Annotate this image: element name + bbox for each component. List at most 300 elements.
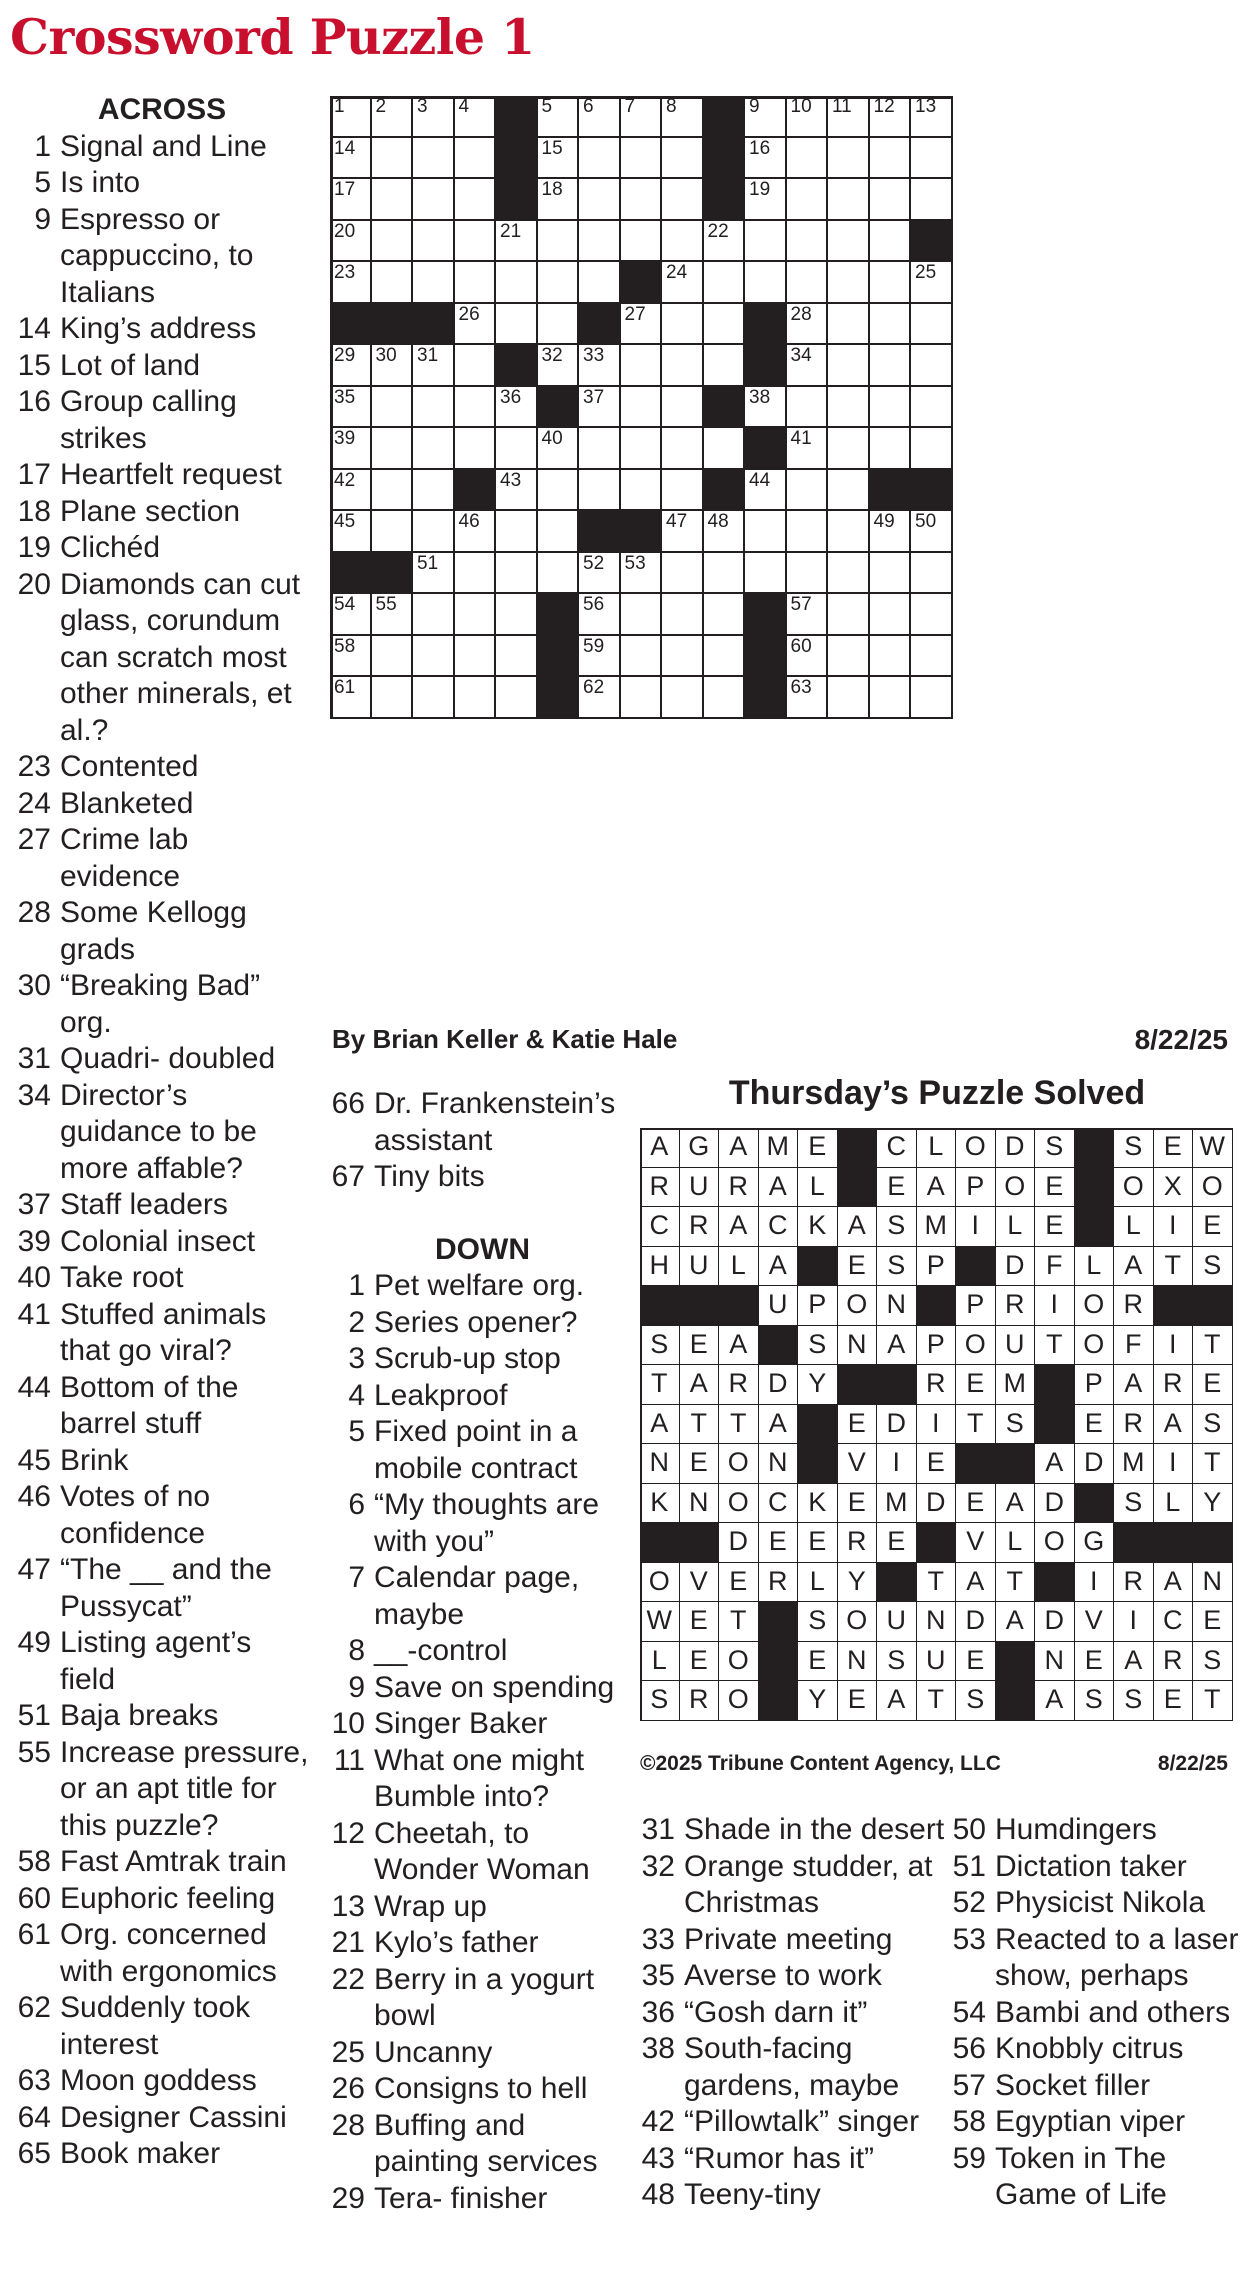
clue-text: Designer Cassini	[60, 2100, 287, 2134]
grid-cell	[911, 304, 953, 346]
clue-text: Berry in a yogurt bowl	[374, 1962, 595, 2032]
solution-letter: O	[838, 1286, 878, 1326]
grid-cell	[455, 387, 497, 429]
down-clue-list-continued	[640, 1812, 945, 2214]
solution-letter: A	[917, 1168, 957, 1208]
black-square	[911, 470, 953, 512]
grid-cell	[330, 179, 372, 221]
solution-letter: E	[1193, 1365, 1233, 1405]
cell-number: 25	[915, 262, 937, 283]
clue-text: Stuffed animals that go viral?	[60, 1297, 267, 1367]
solution-letter: T	[1193, 1444, 1233, 1484]
solution-letter: A	[719, 1128, 759, 1168]
grid-cell	[870, 221, 912, 263]
grid-cell	[413, 345, 455, 387]
solution-letter: P	[956, 1168, 996, 1208]
solution-letter: S	[1193, 1405, 1233, 1445]
black-square	[496, 345, 538, 387]
solution-letter: S	[877, 1207, 917, 1247]
solution-letter: U	[759, 1286, 799, 1326]
solution-letter: D	[877, 1405, 917, 1445]
across-clue-16	[14, 384, 310, 457]
cell-number: 23	[334, 262, 356, 283]
clue-text: Kylo’s father	[374, 1926, 539, 1959]
clue-text: Fast Amtrak train	[60, 1845, 287, 1878]
clue-number: 13	[331, 1889, 365, 1923]
grid-cell	[621, 345, 663, 387]
grid-cell	[579, 345, 621, 387]
solution-letter: A	[1154, 1563, 1194, 1603]
solution-date: 8/22/25	[1157, 1752, 1228, 1775]
grid-cell	[662, 221, 704, 263]
clue-number: 1	[34, 129, 51, 163]
clue-number: 47	[17, 1553, 51, 1586]
solution-letter: O	[1075, 1286, 1115, 1326]
solution-letter: S	[640, 1326, 680, 1366]
black-square	[579, 511, 621, 553]
solution-letter: I	[917, 1405, 957, 1445]
solution-black-square	[996, 1444, 1036, 1484]
grid-cell	[413, 221, 455, 263]
solution-letter: I	[1035, 1286, 1075, 1326]
clue-text: Private meeting	[684, 1922, 893, 1956]
black-square	[870, 470, 912, 512]
across-clues	[14, 92, 310, 2173]
across-clue-67	[330, 1159, 635, 1196]
clue-text: Lot of land	[60, 348, 201, 382]
grid-cell	[662, 511, 704, 553]
black-square	[496, 96, 538, 138]
clue-text: Uncanny	[374, 2035, 493, 2069]
solution-black-square	[1114, 1523, 1154, 1563]
grid-cell	[745, 96, 787, 138]
solution-letter: A	[759, 1168, 799, 1208]
across-clue-28	[14, 895, 310, 968]
clue-number: 31	[641, 1813, 675, 1846]
clue-number: 40	[17, 1261, 51, 1294]
down-clue-3	[330, 1341, 635, 1378]
grid-cell	[911, 636, 953, 678]
clue-text: Contented	[60, 750, 199, 783]
solution-letter: A	[1114, 1247, 1154, 1287]
solution-black-square	[1035, 1405, 1075, 1445]
cell-number: 46	[458, 511, 480, 532]
grid-cell	[704, 304, 746, 346]
across-heading: ACROSS	[97, 93, 227, 126]
solution-letter: L	[1154, 1484, 1194, 1524]
across-clue-40	[14, 1260, 310, 1297]
solution-letter: S	[1193, 1642, 1233, 1682]
grid-cell	[372, 262, 414, 304]
grid-cell	[662, 345, 704, 387]
grid-cell	[579, 470, 621, 512]
grid-cell	[455, 304, 497, 346]
solution-letter: T	[917, 1681, 957, 1721]
solution-letter: A	[640, 1405, 680, 1445]
clue-number: 62	[17, 1991, 51, 2024]
grid-cell	[372, 138, 414, 180]
grid-cell	[828, 677, 870, 719]
down-clue-26	[330, 2071, 635, 2108]
grid-cell	[911, 262, 953, 304]
down-clue-56	[949, 2031, 1249, 2068]
grid-cell	[870, 511, 912, 553]
solution-letter: S	[1075, 1681, 1115, 1721]
solution-letter: T	[1035, 1326, 1075, 1366]
down-clue-31	[640, 1812, 945, 1849]
clue-text: South-facing gardens, maybe	[684, 2032, 900, 2102]
grid-cell	[911, 387, 953, 429]
clue-text: Plane section	[60, 494, 241, 528]
clue-text: Some Kellogg grads	[60, 896, 247, 966]
solution-letter: N	[1035, 1642, 1075, 1682]
grid-cell	[330, 345, 372, 387]
clue-number: 64	[17, 2100, 51, 2134]
grid-cell	[413, 428, 455, 470]
solution-black-square	[640, 1286, 680, 1326]
grid-cell	[455, 345, 497, 387]
solution-letter: L	[917, 1128, 957, 1168]
grid-cell	[828, 221, 870, 263]
solution-letter: O	[640, 1563, 680, 1603]
cell-number: 53	[624, 552, 646, 574]
down-clue-43	[640, 2141, 945, 2178]
cell-number: 44	[749, 469, 771, 491]
solution-black-square	[1154, 1523, 1194, 1563]
solution-letter: E	[680, 1642, 720, 1682]
across-clue-45	[14, 1443, 310, 1480]
grid-cell	[870, 594, 912, 636]
cell-number: 32	[541, 345, 563, 366]
solution-letter: C	[877, 1128, 917, 1168]
clue-text: Socket filler	[995, 2068, 1151, 2102]
across-clue-5	[14, 165, 310, 202]
down-clue-42	[640, 2104, 945, 2141]
solution-letter: D	[719, 1523, 759, 1563]
clue-number: 61	[17, 1918, 51, 1951]
solution-letter: O	[956, 1128, 996, 1168]
across-clue-41	[14, 1297, 310, 1370]
cell-number: 48	[707, 511, 729, 532]
grid-cell	[745, 511, 787, 553]
black-square	[704, 179, 746, 221]
black-square	[704, 470, 746, 512]
clue-text: Teeny-tiny	[684, 2178, 821, 2211]
solution-letter: E	[838, 1405, 878, 1445]
solution-letter: L	[798, 1563, 838, 1603]
solution-letter: S	[640, 1681, 680, 1721]
solution-letter: L	[996, 1207, 1036, 1247]
clue-number: 5	[348, 1415, 365, 1448]
grid-cell	[828, 262, 870, 304]
cell-number: 16	[749, 137, 771, 159]
solution-letter: V	[680, 1563, 720, 1603]
solution-letter: E	[1154, 1128, 1194, 1168]
clue-number: 52	[952, 1886, 986, 1919]
black-square	[579, 304, 621, 346]
solution-letter: X	[1154, 1168, 1194, 1208]
solution-letter: R	[996, 1286, 1036, 1326]
grid-cell	[621, 138, 663, 180]
solution-letter: E	[1075, 1405, 1115, 1445]
grid-cell	[579, 636, 621, 678]
solution-black-square	[680, 1286, 720, 1326]
down-clue-6	[330, 1487, 635, 1560]
solution-letter: Y	[838, 1563, 878, 1603]
solution-letter: M	[996, 1365, 1036, 1405]
solution-letter: O	[996, 1168, 1036, 1208]
solution-letter: A	[956, 1563, 996, 1603]
solution-letter: E	[680, 1602, 720, 1642]
solution-letter: A	[1035, 1681, 1075, 1721]
black-square	[538, 636, 580, 678]
clue-text: Egyptian viper	[995, 2105, 1186, 2138]
solution-letter: E	[917, 1444, 957, 1484]
down-clue-1	[330, 1268, 635, 1305]
solution-letter: L	[640, 1642, 680, 1682]
across-clue-30	[14, 968, 310, 1041]
solution-letter: A	[759, 1247, 799, 1287]
black-square	[745, 345, 787, 387]
grid-cell	[330, 387, 372, 429]
clue-text: Wrap up	[374, 1889, 487, 1923]
clue-number: 16	[17, 385, 51, 418]
clue-text: Staff leaders	[60, 1188, 228, 1221]
black-square	[413, 304, 455, 346]
grid-cell	[413, 594, 455, 636]
cell-number: 51	[417, 552, 439, 574]
cell-number: 19	[749, 179, 771, 200]
solution-letter: A	[1114, 1642, 1154, 1682]
solution-letter: S	[1193, 1247, 1233, 1287]
grid-cell	[828, 428, 870, 470]
cell-number: 36	[500, 386, 522, 408]
clue-number: 48	[641, 2178, 675, 2211]
grid-cell	[621, 179, 663, 221]
black-square	[704, 96, 746, 138]
clue-text: Calendar page, maybe	[374, 1561, 580, 1631]
grid-cell	[828, 511, 870, 553]
grid-cell	[455, 677, 497, 719]
down-clue-35	[640, 1958, 945, 1995]
clue-text: Increase pressure, or an apt title for this puzzle?	[60, 1735, 309, 1842]
clue-text: King’s address	[60, 312, 257, 345]
solution-letter: S	[798, 1326, 838, 1366]
grid-cell	[372, 96, 414, 138]
solved-puzzle-title: Thursday’s Puzzle Solved	[728, 1074, 1146, 1112]
grid-cell	[579, 221, 621, 263]
cell-number: 7	[624, 96, 636, 117]
grid-cell	[870, 262, 912, 304]
solution-letter: K	[798, 1484, 838, 1524]
grid-cell	[496, 636, 538, 678]
clue-number: 34	[17, 1078, 51, 1112]
solution-letter: F	[1035, 1247, 1075, 1287]
clue-number: 36	[641, 1995, 675, 2029]
grid-cell	[911, 96, 953, 138]
solution-letter: R	[719, 1365, 759, 1405]
solution-letter: Y	[798, 1365, 838, 1405]
solution-black-square	[838, 1128, 878, 1168]
clue-text: What one might Bumble into?	[374, 1743, 585, 1813]
solution-letter: O	[838, 1602, 878, 1642]
grid-cell	[662, 304, 704, 346]
solution-letter: S	[1035, 1128, 1075, 1168]
grid-cell	[413, 470, 455, 512]
solution-black-square	[956, 1247, 996, 1287]
cell-number: 54	[334, 594, 356, 615]
black-square	[538, 677, 580, 719]
clue-text: Token in The Game of Life	[995, 2141, 1167, 2211]
grid-cell	[496, 511, 538, 553]
clue-text: Physicist Nikola	[995, 1886, 1206, 1919]
grid-cell	[828, 553, 870, 595]
solution-black-square	[917, 1523, 957, 1563]
grid-cell	[455, 96, 497, 138]
solution-letter: E	[1193, 1207, 1233, 1247]
clue-text: Consigns to hell	[374, 2072, 588, 2105]
grid-cell	[538, 138, 580, 180]
cell-number: 42	[334, 469, 356, 491]
grid-cell	[828, 594, 870, 636]
grid-cell	[330, 428, 372, 470]
solution-letter: R	[680, 1207, 720, 1247]
clue-number: 46	[17, 1480, 51, 1513]
grid-cell	[455, 594, 497, 636]
puzzle-date: 8/22/25	[1134, 1024, 1228, 1055]
grid-cell	[538, 96, 580, 138]
clue-number: 22	[331, 1962, 365, 1996]
cell-number: 26	[458, 303, 480, 325]
solution-letter: R	[719, 1168, 759, 1208]
grid-cell	[828, 138, 870, 180]
clue-text: Votes of no confidence	[60, 1480, 211, 1550]
solution-letter: D	[917, 1484, 957, 1524]
down-clue-4	[330, 1378, 635, 1415]
down-clue-38	[640, 2031, 945, 2104]
clue-number: 14	[17, 312, 51, 345]
clue-text: Fixed point in a mobile contract	[374, 1415, 578, 1485]
grid-cell	[538, 179, 580, 221]
solution-black-square	[759, 1326, 799, 1366]
solution-letter: M	[877, 1484, 917, 1524]
solution-letter: E	[1154, 1681, 1194, 1721]
grid-cell	[330, 262, 372, 304]
clue-text: Bambi and others	[995, 1995, 1231, 2029]
grid-cell	[496, 221, 538, 263]
clue-number: 44	[17, 1370, 51, 1404]
solution-letter: P	[917, 1326, 957, 1366]
grid-cell	[455, 262, 497, 304]
solution-letter: T	[996, 1563, 1036, 1603]
clue-number: 57	[952, 2068, 986, 2102]
solution-letter: E	[680, 1326, 720, 1366]
across-clue-63	[14, 2063, 310, 2100]
clue-number: 43	[641, 2141, 675, 2175]
grid-cell	[911, 138, 953, 180]
clue-number: 58	[952, 2105, 986, 2138]
solution-letter: U	[680, 1247, 720, 1287]
solution-black-square	[798, 1247, 838, 1287]
solution-letter: E	[838, 1681, 878, 1721]
grid-cell	[496, 387, 538, 429]
down-clue-21	[330, 1925, 635, 1962]
solution-letter: N	[917, 1602, 957, 1642]
grid-cell	[704, 553, 746, 595]
solution-letter: C	[759, 1207, 799, 1247]
clue-number: 28	[17, 896, 51, 929]
across-clue-65	[14, 2136, 310, 2173]
clue-number: 25	[331, 2035, 365, 2069]
solution-letter: S	[798, 1602, 838, 1642]
solution-letter: A	[680, 1365, 720, 1405]
cell-number: 41	[790, 428, 812, 449]
solution-black-square	[759, 1681, 799, 1721]
grid-cell	[496, 262, 538, 304]
solution-letter: E	[877, 1168, 917, 1208]
solution-letter: M	[759, 1128, 799, 1168]
solution-letter: G	[680, 1128, 720, 1168]
grid-cell	[704, 677, 746, 719]
grid-cell	[870, 138, 912, 180]
grid-cell	[662, 594, 704, 636]
clue-number: 23	[17, 750, 51, 783]
grid-cell	[413, 677, 455, 719]
black-square	[704, 138, 746, 180]
clue-text: Listing agent’s field	[60, 1626, 252, 1696]
clue-number: 53	[952, 1922, 986, 1956]
down-clue-list-continued-2	[949, 1812, 1249, 2214]
clue-text: Take root	[60, 1261, 184, 1294]
grid-cell	[870, 96, 912, 138]
solution-letter: I	[877, 1444, 917, 1484]
clue-text: Is into	[60, 166, 141, 199]
clue-number: 15	[17, 348, 51, 382]
grid-cell	[870, 636, 912, 678]
clue-text: “Gosh darn it”	[684, 1995, 868, 2029]
clue-text: Blanketed	[60, 786, 194, 820]
down-clue-22	[330, 1962, 635, 2035]
grid-cell	[745, 470, 787, 512]
page-title: Crossword Puzzle 1	[10, 8, 535, 66]
grid-cell	[911, 553, 953, 595]
grid-cell	[330, 594, 372, 636]
grid-cell	[662, 553, 704, 595]
down-clue-32	[640, 1849, 945, 1922]
solution-black-square	[798, 1444, 838, 1484]
solution-letter: A	[877, 1326, 917, 1366]
solution-letter: R	[1114, 1405, 1154, 1445]
grid-cell	[413, 179, 455, 221]
grid-cell	[372, 677, 414, 719]
solution-letter: S	[877, 1247, 917, 1287]
grid-cell	[621, 553, 663, 595]
solution-letter: W	[1193, 1128, 1233, 1168]
grid-cell	[662, 387, 704, 429]
solution-letter: U	[917, 1642, 957, 1682]
grid-cell	[621, 221, 663, 263]
cell-number: 38	[749, 386, 771, 408]
grid-cell	[662, 138, 704, 180]
grid-cell	[579, 96, 621, 138]
cell-number: 18	[541, 179, 563, 200]
grid-cell	[372, 594, 414, 636]
solution-letter: T	[1154, 1247, 1194, 1287]
clue-number: 51	[17, 1699, 51, 1732]
solution-letter: C	[759, 1484, 799, 1524]
across-clue-17	[14, 457, 310, 494]
solution-letter: R	[1114, 1286, 1154, 1326]
